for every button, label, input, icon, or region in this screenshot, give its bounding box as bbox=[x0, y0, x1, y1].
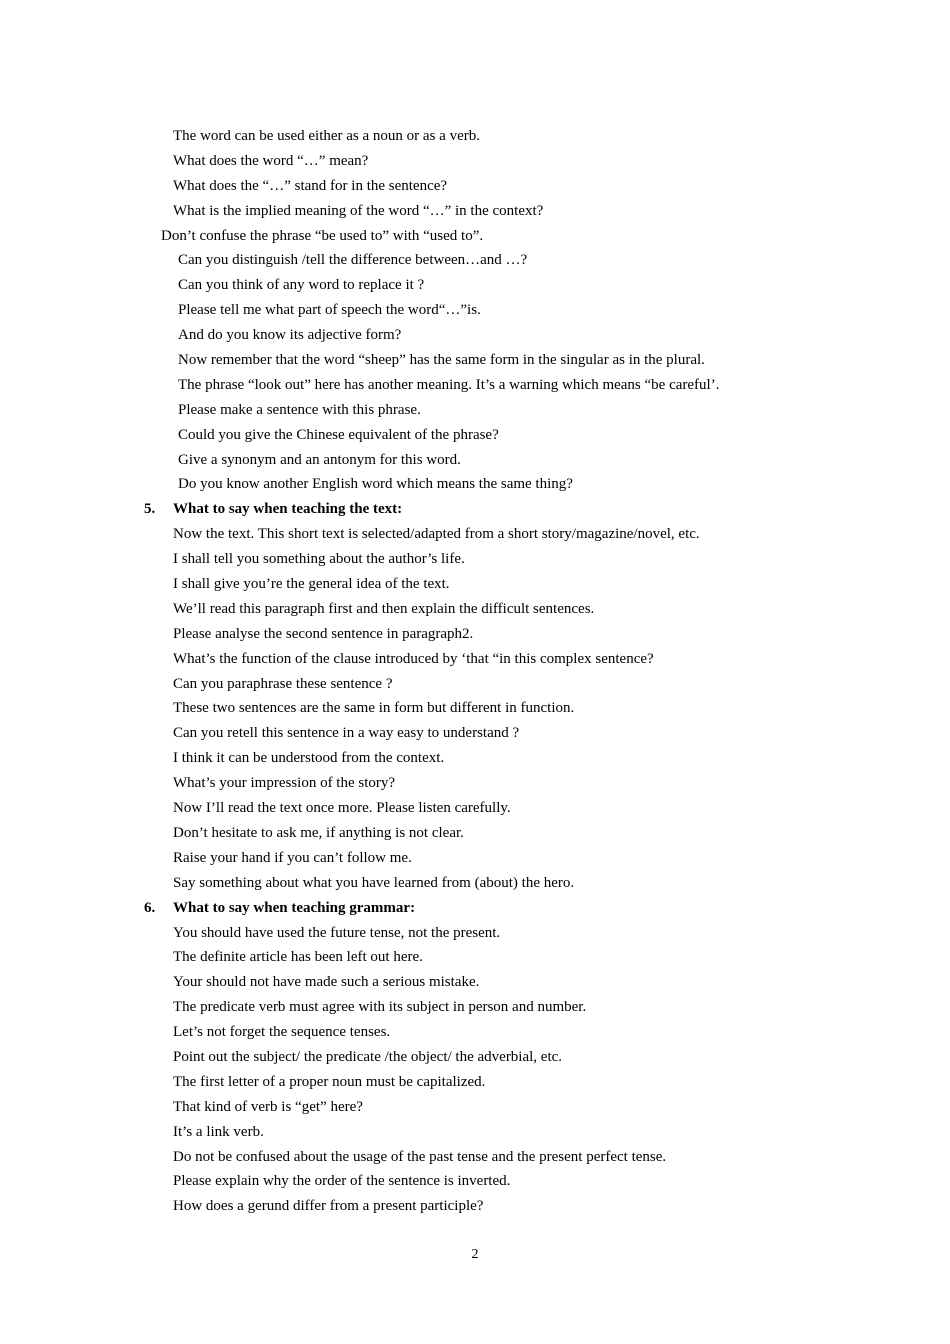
text-line: You should have used the future tense, not the present. bbox=[173, 924, 501, 941]
text-line: What’s the function of the clause introduced by ‘that “in this complex sentence? bbox=[173, 650, 654, 667]
text-line: Please tell me what part of speech the word“…”is. bbox=[178, 302, 481, 319]
text-line: Can you distinguish /tell the difference between…and …? bbox=[178, 252, 528, 269]
text-line: Don’t confuse the phrase “be used to” with “used to”. bbox=[161, 227, 484, 244]
text-line: The word can be used either as a noun or as a verb. bbox=[173, 128, 480, 144]
text-line: Please explain why the order of the sentence is inverted. bbox=[173, 1173, 511, 1190]
section-number: 6. bbox=[144, 899, 156, 916]
text-line: And do you know its adjective form? bbox=[178, 327, 402, 344]
text-line: Now the text. This short text is selected/adapted from a short story/magazine/novel, etc. bbox=[173, 526, 700, 543]
text-line: What does the word “…” mean? bbox=[173, 152, 369, 169]
section-heading-6 bbox=[0, 896, 950, 921]
text-line: The definite article has been left out here. bbox=[173, 949, 423, 966]
text-line: Can you think of any word to replace it ? bbox=[178, 277, 425, 294]
text-line: Do you know another English word which means the same thing? bbox=[178, 476, 573, 493]
page-number: 2 bbox=[471, 1247, 479, 1262]
text-line: It’s a link verb. bbox=[173, 1123, 264, 1140]
page-content bbox=[0, 124, 950, 1219]
text-line: I think it can be understood from the context. bbox=[173, 750, 445, 767]
text-line: Give a synonym and an antonym for this word. bbox=[178, 451, 461, 468]
text-line: What is the implied meaning of the word “…” in the context? bbox=[173, 202, 544, 219]
text-line: I shall tell you something about the author’s life. bbox=[173, 551, 465, 568]
text-line: Point out the subject/ the predicate /the object/ the adverbial, etc. bbox=[173, 1048, 563, 1065]
text-line: The predicate verb must agree with its subject in person and number. bbox=[173, 999, 587, 1016]
text-line: Raise your hand if you can’t follow me. bbox=[173, 849, 412, 866]
text-line: The phrase “look out” here has another meaning. It’s a warning which means “be careful’. bbox=[178, 376, 720, 393]
text-line: The first letter of a proper noun must be capitalized. bbox=[173, 1073, 486, 1090]
text-line: That kind of verb is “get” here? bbox=[173, 1098, 363, 1115]
text-line: I shall give you’re the general idea of the text. bbox=[173, 576, 450, 593]
text-line: These two sentences are the same in form but different in function. bbox=[173, 700, 575, 717]
text-line: We’ll read this paragraph first and then explain the difficult sentences. bbox=[173, 600, 595, 617]
section-title: What to say when teaching the text: bbox=[173, 501, 403, 518]
text-line: Say something about what you have learned from (about) the hero. bbox=[173, 874, 575, 891]
section-title: What to say when teaching grammar: bbox=[173, 899, 416, 916]
section-heading-5 bbox=[0, 497, 950, 522]
text-line: Let’s not forget the sequence tenses. bbox=[173, 1024, 391, 1041]
text-line: Could you give the Chinese equivalent of the phrase? bbox=[178, 426, 499, 443]
text-line: Can you paraphrase these sentence ? bbox=[173, 675, 393, 692]
text-line: Please make a sentence with this phrase. bbox=[178, 401, 421, 418]
text-line: What does the “…” stand for in the sentence? bbox=[173, 177, 448, 194]
text-line: Now I’ll read the text once more. Please listen carefully. bbox=[173, 800, 511, 817]
text-line: Please analyse the second sentence in paragraph2. bbox=[173, 625, 474, 642]
text-line: Now remember that the word “sheep” has the same form in the singular as in the plural. bbox=[178, 352, 705, 369]
text-line: What’s your impression of the story? bbox=[173, 775, 396, 792]
text-line: Do not be confused about the usage of the past tense and the present perfect tense. bbox=[173, 1148, 667, 1165]
section-number: 5. bbox=[144, 501, 156, 518]
text-line: Can you retell this sentence in a way easy to understand ? bbox=[173, 725, 520, 742]
text-line: Your should not have made such a serious mistake. bbox=[173, 974, 480, 991]
text-line: How does a gerund differ from a present participle? bbox=[173, 1198, 484, 1215]
text-line: Don’t hesitate to ask me, if anything is not clear. bbox=[173, 824, 464, 841]
